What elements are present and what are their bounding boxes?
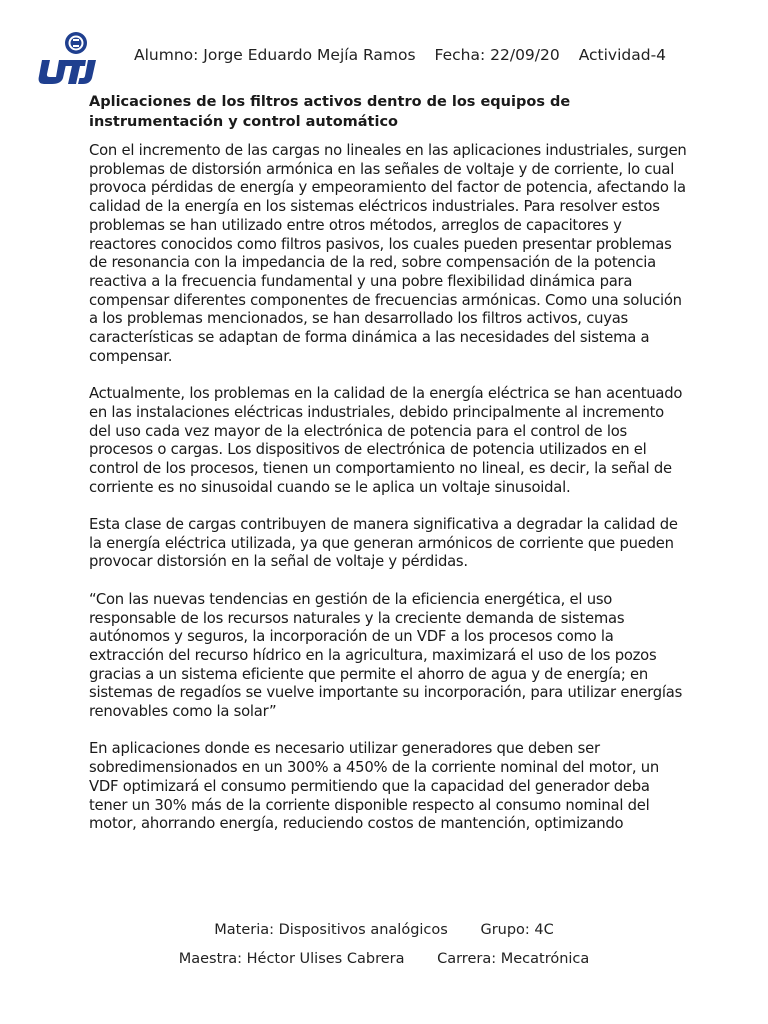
career: Carrera: Mecatrónica <box>437 951 590 967</box>
paragraph: Esta clase de cargas contribuyen de manera significativa a degradar la calidad de la energía eléctrica utilizada, ya que generan armónicos de corriente que pueden provocar distorsión en la señal de voltaje y pérdidas. <box>89 516 678 571</box>
utj-logo <box>38 30 102 86</box>
paragraph: Actualmente, los problemas en la calidad de la energía eléctrica se han acentuado en las instalaciones eléctricas industriales, debido principalmente al incremento del uso cada vez mayor de la electrónica de potencia para el control de los procesos o cargas. Los dispositivos de electrónica de potencia utilizados en el control de los procesos, tienen un comportamiento no lineal, es decir, la señal de corriente es no sinusoidal cuando se le aplica un voltaje sinusoidal. <box>89 385 683 496</box>
document-title: Aplicaciones de los filtros activos dentro de los equipos de instrumentación y control automático <box>89 94 571 130</box>
header <box>134 46 680 64</box>
footer-subject-line <box>0 922 768 938</box>
teacher: Maestra: Héctor Ulises Cabrera <box>178 951 405 967</box>
document-body <box>89 142 689 853</box>
activity: Actividad-4 <box>578 46 667 64</box>
footer-teacher-line <box>0 951 768 967</box>
group: Grupo: 4C <box>480 922 554 938</box>
paragraph: Con el incremento de las cargas no lineales en las aplicaciones industriales, surgen problemas de distorsión armónica en las señales de voltaje y de corriente, lo cual provoca pérdidas de energía y empeoramiento del factor de potencia, afectando la calidad de la energía en los sistemas eléctricos industriales. Para resolver estos problemas se han utilizado entre otros métodos, arreglos de capacitores y reactores conocidos como filtros pasivos, los cuales pueden presentar problemas de resonancia con la impedancia de la red, sobre compensación de la potencia reactiva a la frecuencia fundamental y una pobre flexibilidad dinámica para compensar diferentes componentes de frecuencias armónicas. Como una solución a los problemas mencionados, se han desarrollado los filtros activos, cuyas características se adaptan de forma dinámica a las necesidades del sistema a compensar. <box>89 142 687 365</box>
date: Fecha: 22/09/20 <box>434 46 560 64</box>
quote-paragraph: “Con las nuevas tendencias en gestión de la eficiencia energética, el uso responsable de los recursos naturales y la creciente demanda de sistemas autónomos y seguros, la incorporación de un VDF a los procesos como la extracción del recurso hídrico en la agricultura, maximizará el uso de los pozos gracias a un sistema eficiente que permite el ahorro de agua y de energía; en sistemas de regadíos se vuelve importante su incorporación, para utilizar energías renovables como la solar” <box>89 590 683 721</box>
paragraph: En aplicaciones donde es necesario utilizar generadores que deben ser sobredimensionados en un 300% a 450% de la corriente nominal del motor, un VDF optimizará el consumo permitiendo que la capacidad del generador deba tener un 30% más de la corriente disponible respecto al consumo nominal del motor, ahorrando energía, reduciendo costos de mantención, optimizando <box>89 740 659 833</box>
student-name: Alumno: Jorge Eduardo Mejía Ramos <box>134 46 416 64</box>
subject: Materia: Dispositivos analógicos <box>214 922 448 938</box>
